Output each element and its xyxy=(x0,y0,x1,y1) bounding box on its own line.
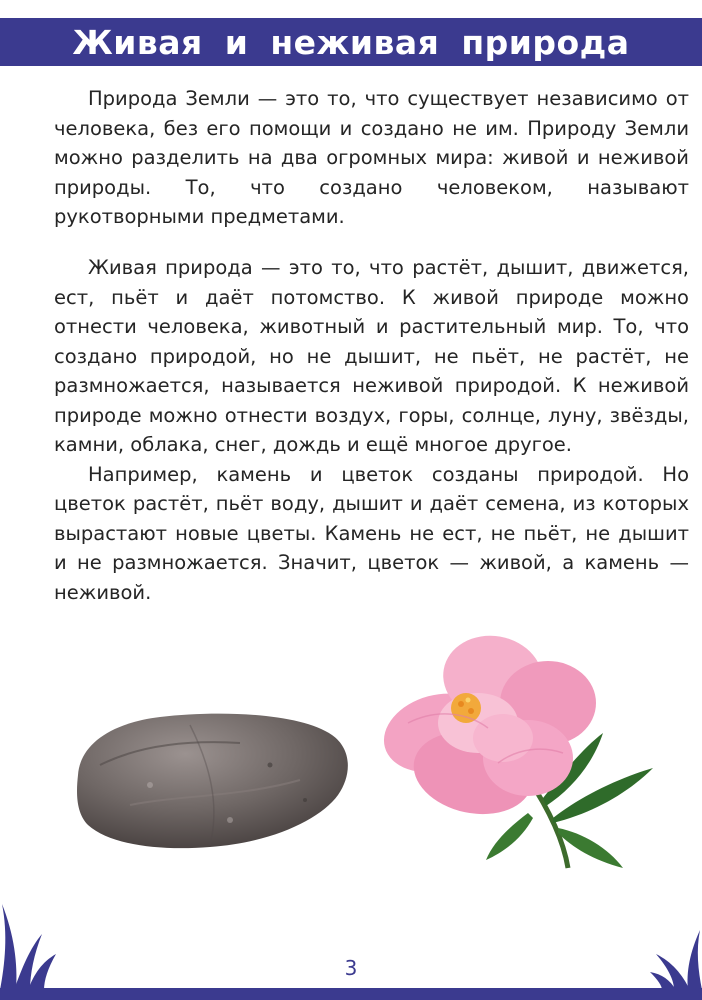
footer-bar xyxy=(0,988,702,1000)
page-title: Живая и неживая природа xyxy=(72,22,630,62)
peony-flower-icon xyxy=(378,628,658,873)
text-block-intro xyxy=(54,84,689,232)
stone-icon xyxy=(70,705,355,855)
page-number: 3 xyxy=(344,956,358,980)
text-block-main xyxy=(54,253,689,607)
paragraph-intro: Природа Земли — это то, что существует независимо от человека, без его помощи и создано не им. Природу Земли можно разделить на два огромных мира: живой и неживой природы. То, что создано человеком, называют рукотворными предметами. xyxy=(54,87,689,228)
page-header xyxy=(0,18,702,66)
paragraph-example: Например, камень и цветок созданы природой. Но цветок растёт, пьёт воду, дышит и даёт семена, из которых вырастают новые цветы. Камень не ест, не пьёт, не дышит и не размножается. Значит, цветок — живой, а камень — неживой. xyxy=(54,462,689,604)
paragraph-living-nature: Живая природа — это то, что растёт, дышит, движется, ест, пьёт и даёт потомство. К живой природе можно отнести человека, животный и растительный мир. То, что создано природой, но не дышит, не пьёт, не растёт, не размножается, называется неживой природой. К неживой природе можно отнести воздух, горы, солнце, луну, звёзды, камни, облака, снег, дождь и ещё многое другое. xyxy=(54,256,689,456)
